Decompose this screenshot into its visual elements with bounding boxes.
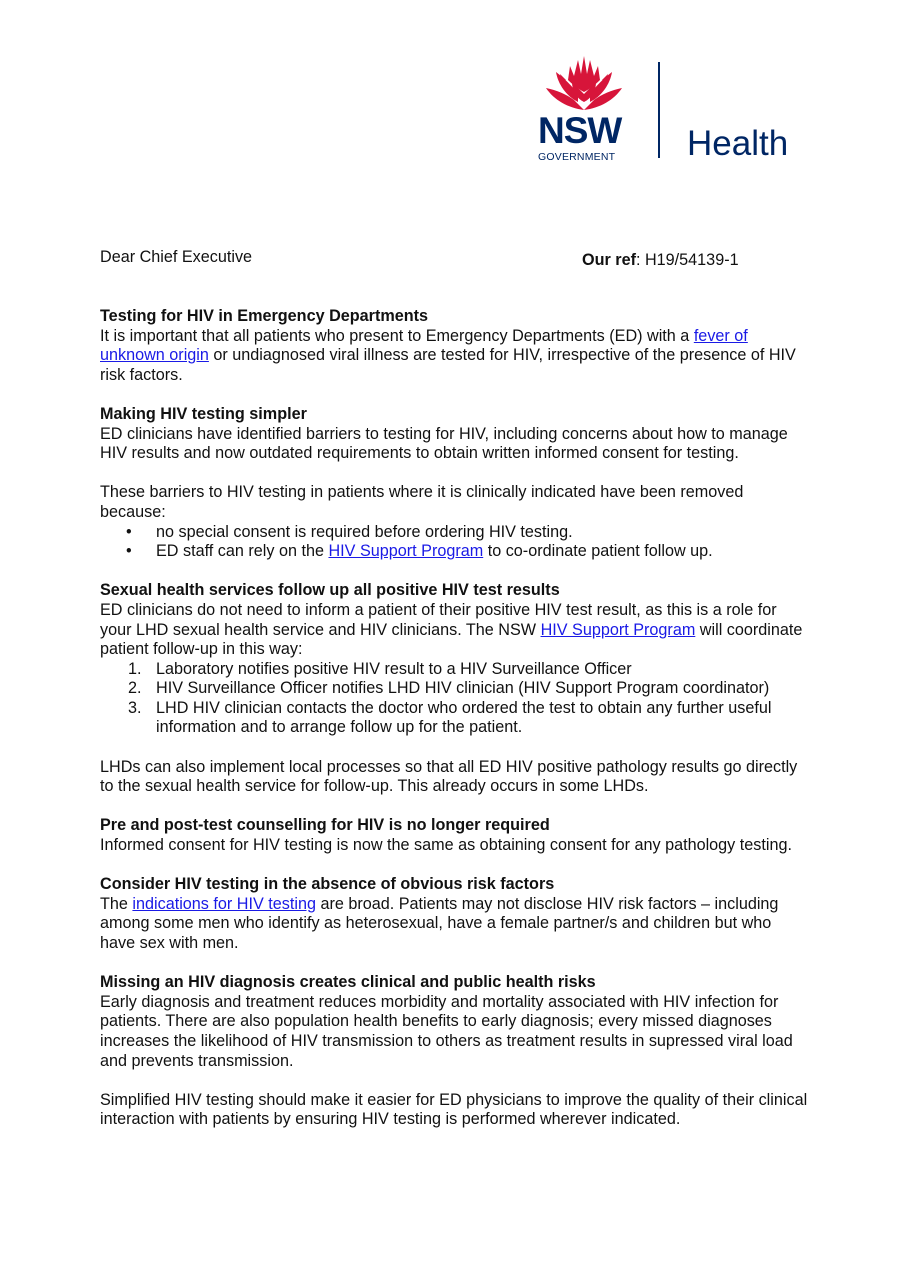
numbered-list (100, 660, 810, 738)
list-item-text: LHD HIV clinician contacts the doctor who ordered the test to obtain any further useful information and to arrange follow up for the patient. (156, 698, 772, 737)
paragraph: Early diagnosis and treatment reduces morbidity and mortality associated with HIV infection for patients. There are also population health benefits to early diagnosis; every missed diagnoses increases the likelihood of HIV transmission to others as treatment results in supressed viral load and prevents transmission. (100, 992, 793, 1070)
paragraph-text: It is important that all patients who present to Emergency Departments (ED) with a (100, 326, 694, 345)
paragraph (100, 895, 810, 954)
bullet-icon: • (126, 522, 132, 541)
bullet-icon: • (126, 542, 132, 561)
indications-for-hiv-testing-link[interactable]: indications for HIV testing (132, 894, 316, 913)
fever-of-unknown-origin-link[interactable]: fever of unknown origin (100, 326, 748, 365)
paragraph: LHDs can also implement local processes so that all ED HIV positive pathology results go directly to the sexual health service for follow-up. This already occurs in some LHDs. (100, 757, 798, 796)
reference-number (582, 251, 739, 271)
section-testing-ed (100, 307, 810, 385)
paragraph-text: are broad. Patients may not disclose HIV risk factors – including among some men who identify as heterosexual, have a female partner/s and children but who have sex with men. (100, 894, 779, 952)
section-heading: Sexual health services follow up all positive HIV test results (100, 581, 560, 600)
list-item-text: Laboratory notifies positive HIV result to a HIV Surveillance Officer (156, 659, 632, 678)
paragraph-text: The (100, 894, 133, 913)
list-number: 2. (128, 679, 142, 698)
paragraph-text: or undiagnosed viral illness are tested for HIV, irrespective of the presence of HIV risk factors. (100, 346, 796, 384)
list-item-text: HIV Surveillance Officer notifies LHD HIV clinician (HIV Support Program coordinator) (156, 679, 770, 698)
section-local-processes (100, 758, 810, 797)
reference-value: H19/54139-1 (644, 251, 739, 269)
list-item (100, 523, 810, 543)
paragraph-text: will coordinate patient follow-up in this way: (100, 620, 803, 659)
section-heading: Testing for HIV in Emergency Departments (100, 307, 429, 325)
list-number: 3. (128, 698, 142, 717)
hiv-support-program-link[interactable]: HIV Support Program (540, 620, 696, 639)
logo-divider (658, 62, 660, 158)
salutation: Dear Chief Executive (100, 248, 253, 266)
waratah-icon (538, 52, 630, 112)
paragraph: ED clinicians have identified barriers to testing for HIV, including concerns about how to manage HIV results and now outdated requirements to obtain written informed consent for testing. (100, 424, 788, 463)
list-item (100, 699, 810, 738)
health-wordmark: Health (687, 124, 789, 163)
section-simplified-testing (100, 1091, 810, 1130)
section-missing-diagnosis (100, 973, 810, 1071)
paragraph (100, 601, 810, 660)
hiv-support-program-link[interactable]: HIV Support Program (328, 542, 484, 561)
list-number: 1. (128, 659, 142, 678)
section-sexual-health-follow-up (100, 581, 810, 738)
paragraph: These barriers to HIV testing in patients where it is clinically indicated have been removed because: (100, 483, 744, 521)
bullet-list (100, 523, 810, 562)
list-item-text: ED staff can rely on the (156, 542, 329, 561)
section-barriers-removed (100, 483, 810, 561)
list-item (100, 542, 810, 562)
section-risk-factors (100, 875, 810, 953)
paragraph-text: ED clinicians do not need to inform a patient of their positive HIV test result, as this is a role for your LHD sexual health service and HIV clinicians. The NSW (100, 600, 777, 639)
paragraph: Simplified HIV testing should make it easier for ED physicians to improve the quality of their clinical interaction with patients by ensuring HIV testing is performed wherever indicated. (100, 1090, 808, 1129)
reference-label: Our ref (582, 251, 636, 269)
section-counselling (100, 816, 810, 855)
reference-separator: : (635, 251, 641, 269)
list-item (100, 679, 810, 699)
paragraph: Informed consent for HIV testing is now the same as obtaining consent for any pathology testing. (100, 836, 792, 855)
nsw-wordmark: NSW (538, 110, 622, 151)
list-item (100, 660, 810, 680)
section-heading: Making HIV testing simpler (100, 404, 307, 423)
section-heading: Consider HIV testing in the absence of obvious risk factors (100, 875, 555, 894)
section-heading: Pre and post-test counselling for HIV is no longer required (100, 816, 550, 835)
letter-body (100, 307, 810, 1150)
list-item-text: no special consent is required before ordering HIV testing. (156, 522, 573, 541)
government-wordmark: GOVERNMENT (538, 151, 616, 163)
paragraph (100, 327, 810, 386)
section-making-simpler (100, 405, 810, 464)
list-item-text: to co-ordinate patient follow up. (483, 542, 713, 561)
nsw-health-logo (530, 52, 820, 172)
section-heading: Missing an HIV diagnosis creates clinical and public health risks (100, 973, 596, 992)
